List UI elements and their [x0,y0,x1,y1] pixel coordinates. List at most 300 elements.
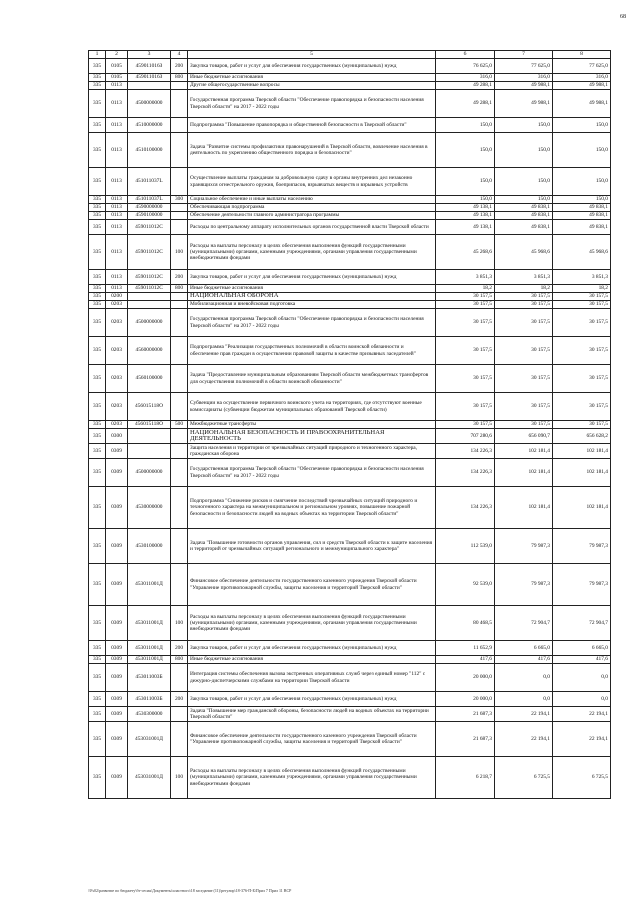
cell-name: Задача "Повышение готовности органов управления, сил и средств Тверской области к защите населения и территорий от чрезвычайных ситуаций регионального и межмуниципального характера" [188,529,436,564]
cell-section: 0203 [106,337,128,365]
cell-amount-3: 0,0 [553,664,611,692]
cell-name: Другие общегосударственные вопросы [188,82,436,90]
cell-amount-3: 150,0 [553,118,611,133]
cell-target-article: 453011003Б [128,692,171,707]
cell-amount-2: 49 988,1 [495,82,553,90]
cell-amount-2: 150,0 [495,196,553,204]
cell-name: Финансовое обеспечение деятельности государственного казенного учреждения Тверской области "Управление противопожарной службы, защиты населения и территорий Тверской области" [188,722,436,757]
cell-name: НАЦИОНАЛЬНАЯ БЕЗОПАСНОСТЬ И ПРАВООХРАНИТЕЛЬНАЯ ДЕЯТЕЛЬНОСТЬ [188,429,436,444]
cell-target-article: 451011037L [128,168,171,196]
cell-section: 0113 [106,285,128,293]
cell-admin-code: 335 [89,444,106,459]
cell-target-article: 4560000000 [128,337,171,365]
cell-amount-2: 656 090,7 [495,429,553,444]
cell-amount-3: 417,6 [553,656,611,664]
cell-admin-code: 335 [89,692,106,707]
cell-target-article: 453011001Д [128,641,171,656]
cell-expense-type: 200 [171,641,188,656]
cell-amount-3: 150,0 [553,168,611,196]
cell-amount-3: 102 181,4 [553,487,611,529]
cell-amount-1: 150,0 [436,133,495,168]
table-row [89,168,611,196]
table-row [89,487,611,529]
cell-section: 0203 [106,365,128,393]
cell-amount-3: 30 157,5 [553,293,611,301]
cell-amount-3: 30 157,5 [553,393,611,421]
table-row [89,235,611,270]
cell-expense-type: 300 [171,196,188,204]
cell-amount-1: 707 280,6 [436,429,495,444]
cell-section: 0203 [106,309,128,337]
cell-amount-3: 316,0 [553,74,611,82]
cell-amount-2: 6 725,5 [495,757,553,799]
cell-expense-type [171,722,188,757]
cell-admin-code: 335 [89,421,106,429]
table-row [89,365,611,393]
table-row [89,301,611,309]
cell-expense-type [171,168,188,196]
cell-section: 0203 [106,421,128,429]
cell-amount-1: 112 539,0 [436,529,495,564]
cell-amount-1: 150,0 [436,196,495,204]
cell-amount-2: 150,0 [495,133,553,168]
cell-target-article: 459011012С [128,270,171,285]
table-row [89,459,611,487]
cell-target-article: 453011001Д [128,606,171,641]
cell-name: Иные бюджетные ассигнования [188,285,436,293]
cell-expense-type [171,365,188,393]
cell-amount-1: 92 539,0 [436,564,495,606]
cell-target-article [128,301,171,309]
cell-name: Субвенции на осуществление первичного воинского учета на территориях, где отсутствуют военные комиссариаты (субвенции бюджетам муниципальных образований Тверской области) [188,393,436,421]
table-row [89,421,611,429]
cell-target-article [128,293,171,301]
cell-amount-3: 72 904,7 [553,606,611,641]
cell-expense-type: 800 [171,285,188,293]
cell-admin-code: 335 [89,309,106,337]
column-header: 6 [436,51,495,59]
file-path-footer: \\Fs02\развитие по бюджету\бт-сесия\Документы\оластного\18 заседание (11)\регулир\18-376-П-Б\Прил 7 Прил 11 ВСР [88,888,292,893]
cell-section: 0309 [106,529,128,564]
cell-expense-type [171,220,188,235]
cell-name: Расходы на выплаты персоналу в целях обеспечения выполнения функций государственными (муниципальными) органами, казенными учреждениями, органами управления государственными внебюджетными фондами [188,757,436,799]
cell-admin-code: 335 [89,285,106,293]
cell-amount-1: 30 157,5 [436,337,495,365]
cell-section: 0105 [106,74,128,82]
cell-amount-2: 79 987,3 [495,564,553,606]
cell-target-article: 4510100000 [128,133,171,168]
cell-target-article: 4590100000 [128,212,171,220]
cell-name: Государственная программа Тверской области "Обеспечение правопорядка и безопасности населения Тверской области" на 2017 - 2022 годы [188,309,436,337]
cell-amount-2: 30 157,5 [495,365,553,393]
table-row [89,606,611,641]
cell-expense-type [171,393,188,421]
cell-amount-2: 417,6 [495,656,553,664]
cell-amount-3: 30 157,5 [553,309,611,337]
cell-admin-code: 335 [89,118,106,133]
cell-amount-3: 3 851,3 [553,270,611,285]
table-row [89,82,611,90]
cell-name: Интеграция системы обеспечения вызова экстренных оперативных служб через единый номер "112" с дежурно-диспетчерскими службами на территории Тверской области [188,664,436,692]
cell-amount-1: 134 226,3 [436,444,495,459]
cell-amount-3: 22 194,1 [553,722,611,757]
cell-name: Государственная программа Тверской области "Обеспечение правопорядка и безопасности населения Тверской области" на 2017 - 2022 годы [188,90,436,118]
cell-name: Закупка товаров, работ и услуг для обеспечения государственных (муниципальных) нужд [188,270,436,285]
cell-amount-3: 79 987,3 [553,529,611,564]
cell-expense-type [171,444,188,459]
cell-expense-type [171,487,188,529]
cell-amount-3: 49 838,1 [553,212,611,220]
cell-admin-code: 335 [89,429,106,444]
cell-admin-code: 335 [89,337,106,365]
cell-amount-3: 77 625,0 [553,59,611,74]
cell-amount-3: 49 988,1 [553,90,611,118]
cell-expense-type [171,664,188,692]
table-row [89,692,611,707]
cell-admin-code: 335 [89,365,106,393]
cell-amount-2: 72 904,7 [495,606,553,641]
cell-name: Закупка товаров, работ и услуг для обеспечения государственных (муниципальных) нужд [188,692,436,707]
cell-name: Защита населения и территории от чрезвычайных ситуаций природного и техногенного характера, гражданская оборона [188,444,436,459]
table-row [89,529,611,564]
cell-section: 0113 [106,90,128,118]
cell-admin-code: 335 [89,529,106,564]
cell-section: 0113 [106,133,128,168]
cell-target-article: 456015118О [128,393,171,421]
cell-amount-3: 0,0 [553,692,611,707]
column-header: 8 [553,51,611,59]
cell-section: 0105 [106,59,128,74]
cell-expense-type [171,212,188,220]
cell-admin-code: 335 [89,664,106,692]
table-header-row [89,51,611,59]
cell-admin-code: 335 [89,393,106,421]
cell-target-article: 4530100000 [128,529,171,564]
cell-target-article: 4530300000 [128,707,171,722]
cell-expense-type: 200 [171,692,188,707]
table-row [89,196,611,204]
cell-section: 0113 [106,235,128,270]
cell-expense-type [171,707,188,722]
cell-admin-code: 335 [89,722,106,757]
cell-section: 0113 [106,270,128,285]
table-row [89,393,611,421]
cell-amount-3: 30 157,5 [553,365,611,393]
column-header: 4 [171,51,188,59]
cell-amount-2: 30 157,5 [495,393,553,421]
cell-name: Обеспечение деятельности главного администратора программы [188,212,436,220]
cell-amount-2: 102 181,4 [495,459,553,487]
cell-expense-type [171,204,188,212]
table-row [89,212,611,220]
cell-amount-3: 49 838,1 [553,204,611,212]
cell-amount-1: 11 652,9 [436,641,495,656]
cell-name: Закупка товаров, работ и услуг для обеспечения государственных (муниципальных) нужд [188,641,436,656]
cell-amount-1: 21 687,3 [436,707,495,722]
cell-section: 0113 [106,204,128,212]
cell-target-article: 459011012С [128,285,171,293]
cell-section: 0309 [106,564,128,606]
cell-admin-code: 335 [89,212,106,220]
cell-name: Расходы на выплаты персоналу в целях обеспечения выполнения функций государственными (муниципальными) органами, казенными учреждениями, органами управления государственными внебюджетными фондами [188,606,436,641]
table-row [89,309,611,337]
cell-amount-3: 22 194,1 [553,707,611,722]
table-row [89,757,611,799]
column-header: 5 [188,51,436,59]
cell-amount-1: 49 288,1 [436,90,495,118]
cell-expense-type: 800 [171,74,188,82]
cell-target-article: 459011012С [128,220,171,235]
cell-amount-1: 134 226,3 [436,459,495,487]
table-row [89,90,611,118]
cell-amount-1: 49 288,1 [436,82,495,90]
cell-name: Финансовое обеспечение деятельности государственного казенного учреждения Тверской области "Управление противопожарной службы, защиты населения и территорий Тверской области" [188,564,436,606]
cell-expense-type [171,133,188,168]
cell-amount-2: 30 157,5 [495,337,553,365]
cell-section: 0113 [106,118,128,133]
cell-section: 0309 [106,459,128,487]
cell-admin-code: 335 [89,90,106,118]
cell-amount-1: 80 468,5 [436,606,495,641]
cell-amount-2: 49 988,1 [495,90,553,118]
cell-target-article: 459011016З [128,74,171,82]
cell-amount-1: 30 157,5 [436,365,495,393]
cell-target-article: 453011001Д [128,656,171,664]
cell-expense-type [171,337,188,365]
table-row [89,74,611,82]
cell-name: Иные бюджетные ассигнования [188,656,436,664]
cell-amount-2: 0,0 [495,692,553,707]
cell-expense-type: 200 [171,270,188,285]
cell-section: 0309 [106,757,128,799]
cell-section: 0113 [106,212,128,220]
cell-expense-type: 500 [171,421,188,429]
cell-amount-2: 3 851,3 [495,270,553,285]
cell-name: Задача "Предоставление муниципальным образованиям Тверской области межбюджетных трансфертов для осуществления полномочий в области воинской обязанности" [188,365,436,393]
cell-name: Расходы на выплаты персоналу в целях обеспечения выполнения функций государственными (муниципальными) органами, казенными учреждениями, органами управления государственными внебюджетными фондами [188,235,436,270]
cell-target-article [128,429,171,444]
cell-admin-code: 335 [89,293,106,301]
table-row [89,429,611,444]
cell-admin-code: 335 [89,168,106,196]
cell-expense-type [171,301,188,309]
cell-expense-type: 800 [171,656,188,664]
cell-admin-code: 335 [89,82,106,90]
cell-name: Задача "Повышение мер гражданской обороны, безопасности людей на водных объектах на территории Тверской области" [188,707,436,722]
cell-amount-2: 6 665,0 [495,641,553,656]
table-row [89,664,611,692]
cell-amount-3: 30 157,5 [553,421,611,429]
cell-admin-code: 335 [89,204,106,212]
cell-amount-2: 102 181,4 [495,487,553,529]
cell-target-article: 453011003Б [128,664,171,692]
cell-expense-type [171,564,188,606]
cell-amount-2: 49 838,1 [495,204,553,212]
cell-amount-3: 656 628,2 [553,429,611,444]
cell-amount-2: 22 194,1 [495,722,553,757]
cell-amount-3: 30 157,5 [553,301,611,309]
cell-amount-2: 30 157,5 [495,293,553,301]
column-header: 3 [128,51,171,59]
cell-name: Подпрограмма "Реализация государственных полномочий в области воинской обязанности и обеспечение прав граждан в осуществлении правовой защиты в качестве призывных заседателей" [188,337,436,365]
table-row [89,293,611,301]
column-header: 7 [495,51,553,59]
cell-expense-type [171,309,188,337]
cell-expense-type [171,429,188,444]
cell-section: 0113 [106,168,128,196]
cell-admin-code: 335 [89,487,106,529]
cell-amount-1: 49 138,1 [436,204,495,212]
cell-amount-1: 150,0 [436,118,495,133]
cell-name: Обеспечивающая подпрограмма [188,204,436,212]
cell-expense-type: 100 [171,606,188,641]
cell-section: 0113 [106,220,128,235]
table-row [89,118,611,133]
cell-amount-2: 316,0 [495,74,553,82]
cell-amount-1: 150,0 [436,168,495,196]
cell-target-article: 4560100000 [128,365,171,393]
cell-amount-3: 45 968,6 [553,235,611,270]
cell-section: 0200 [106,293,128,301]
cell-amount-3: 6 665,0 [553,641,611,656]
cell-section: 0203 [106,301,128,309]
cell-target-article: 451011037L [128,196,171,204]
cell-amount-1: 76 625,0 [436,59,495,74]
cell-amount-1: 20 000,0 [436,692,495,707]
cell-section: 0309 [106,656,128,664]
cell-amount-2: 79 987,3 [495,529,553,564]
cell-amount-1: 21 687,3 [436,722,495,757]
cell-amount-1: 30 157,5 [436,309,495,337]
cell-name: Осуществление выплаты гражданам за добровольную сдачу в органы внутренних дел незаконно хранящихся огнестрельного оружия, боеприпасов, взрывчатых веществ и взрывных устройств [188,168,436,196]
cell-target-article [128,444,171,459]
cell-amount-3: 79 987,3 [553,564,611,606]
cell-section: 0203 [106,393,128,421]
cell-target-article: 456015118О [128,421,171,429]
table-row [89,722,611,757]
cell-amount-2: 49 838,1 [495,220,553,235]
cell-target-article [128,82,171,90]
cell-admin-code: 335 [89,270,106,285]
cell-amount-2: 22 194,1 [495,707,553,722]
cell-amount-1: 30 157,5 [436,293,495,301]
cell-admin-code: 335 [89,74,106,82]
cell-section: 0309 [106,707,128,722]
cell-amount-2: 102 181,4 [495,444,553,459]
table-row [89,285,611,293]
cell-amount-1: 20 000,0 [436,664,495,692]
cell-name: Подпрограмма "Повышение правопорядка и общественной безопасности в Тверской области" [188,118,436,133]
cell-admin-code: 335 [89,220,106,235]
cell-admin-code: 335 [89,133,106,168]
cell-admin-code: 335 [89,59,106,74]
cell-target-article: 459011012С [128,235,171,270]
cell-section: 0309 [106,606,128,641]
cell-expense-type: 200 [171,59,188,74]
cell-admin-code: 335 [89,757,106,799]
table-row [89,220,611,235]
cell-name: Подпрограмма "Снижение рисков и смягчение последствий чрезвычайных ситуаций природного и техногенного характера на межмуниципальном и региональном уровнях, повышение пожарной безопасности и безопасности людей на водных объектах на территории Тверской области" [188,487,436,529]
cell-target-article: 453031001Д [128,722,171,757]
cell-amount-3: 49 838,1 [553,220,611,235]
column-header: 2 [106,51,128,59]
cell-admin-code: 335 [89,656,106,664]
cell-admin-code: 335 [89,641,106,656]
cell-expense-type [171,459,188,487]
cell-amount-2: 45 968,6 [495,235,553,270]
cell-amount-3: 30 157,5 [553,337,611,365]
cell-target-article: 4510000000 [128,118,171,133]
cell-expense-type [171,90,188,118]
cell-amount-1: 3 851,3 [436,270,495,285]
cell-section: 0113 [106,82,128,90]
cell-admin-code: 335 [89,564,106,606]
cell-admin-code: 335 [89,459,106,487]
table-row [89,337,611,365]
cell-amount-1: 49 138,1 [436,220,495,235]
cell-amount-2: 18,2 [495,285,553,293]
table-row [89,204,611,212]
cell-amount-3: 102 181,4 [553,459,611,487]
cell-section: 0309 [106,487,128,529]
cell-name: Межбюджетные трансферты [188,421,436,429]
cell-admin-code: 335 [89,707,106,722]
budget-table [88,50,611,799]
cell-name: НАЦИОНАЛЬНАЯ ОБОРОНА [188,293,436,301]
cell-amount-1: 6 218,7 [436,757,495,799]
cell-name: Задача "Развитие системы профилактики правонарушений в Тверской области, вовлечение населения в деятельность по укреплению общественного порядка и безопасности" [188,133,436,168]
cell-expense-type: 100 [171,757,188,799]
cell-amount-2: 30 157,5 [495,301,553,309]
cell-amount-1: 134 226,3 [436,487,495,529]
table-row [89,59,611,74]
cell-expense-type [171,529,188,564]
cell-section: 0309 [106,664,128,692]
cell-target-article: 453011001Д [128,564,171,606]
cell-amount-1: 30 157,5 [436,421,495,429]
cell-amount-1: 30 157,5 [436,301,495,309]
cell-target-article: 453031001Д [128,757,171,799]
cell-amount-2: 150,0 [495,118,553,133]
cell-target-article: 4500000000 [128,90,171,118]
cell-amount-3: 18,2 [553,285,611,293]
cell-expense-type [171,118,188,133]
cell-amount-2: 0,0 [495,664,553,692]
cell-admin-code: 335 [89,196,106,204]
cell-name: Мобилизационная и вневойсковая подготовка [188,301,436,309]
cell-admin-code: 335 [89,606,106,641]
cell-section: 0300 [106,429,128,444]
cell-name: Социальное обеспечение и иные выплаты населению [188,196,436,204]
cell-target-article: 4500000000 [128,459,171,487]
cell-section: 0309 [106,641,128,656]
cell-amount-1: 417,6 [436,656,495,664]
table-row [89,444,611,459]
table-row [89,133,611,168]
cell-amount-2: 150,0 [495,168,553,196]
cell-section: 0309 [106,692,128,707]
cell-amount-1: 18,2 [436,285,495,293]
page-number: 68 [620,14,626,20]
cell-target-article: 4590000000 [128,204,171,212]
cell-amount-1: 316,0 [436,74,495,82]
cell-name: Иные бюджетные ассигнования [188,74,436,82]
cell-name: Закупка товаров, работ и услуг для обеспечения государственных (муниципальных) нужд [188,59,436,74]
cell-expense-type: 100 [171,235,188,270]
cell-amount-1: 30 157,5 [436,393,495,421]
cell-admin-code: 335 [89,301,106,309]
cell-amount-1: 45 268,6 [436,235,495,270]
